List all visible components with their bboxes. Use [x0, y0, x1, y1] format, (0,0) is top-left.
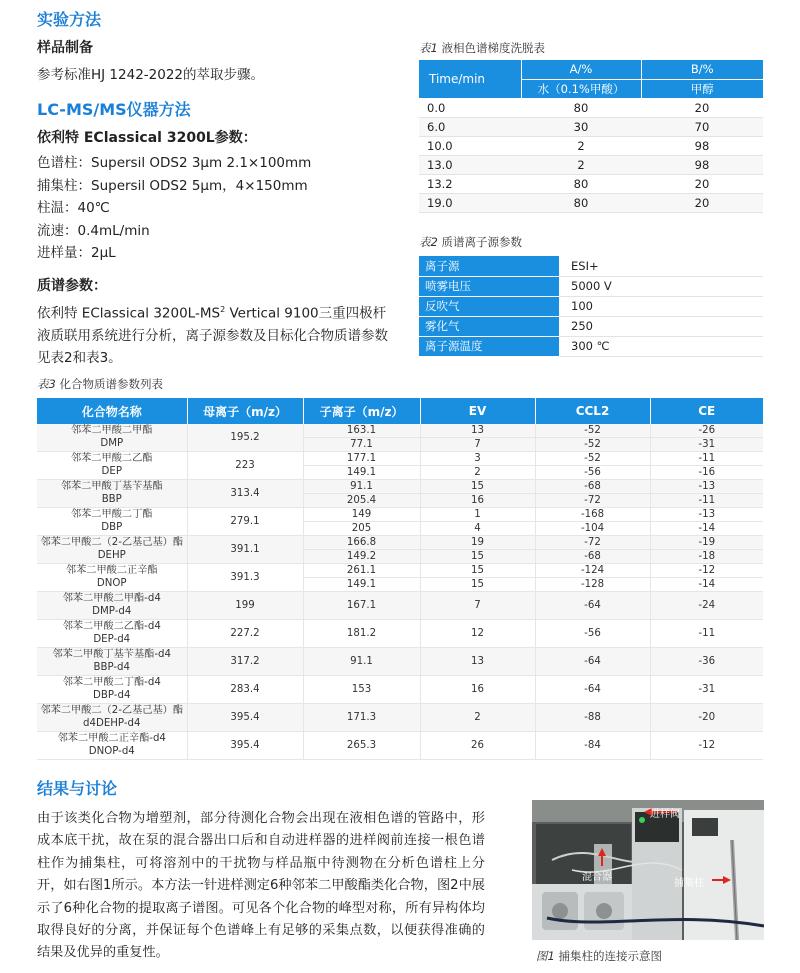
compound-abbr: d4DEHP-d4	[83, 717, 141, 729]
table3-caption: 表3 化合物质谱参数列表	[37, 377, 163, 391]
compound-row	[37, 592, 763, 620]
ccl2-cell: -56	[535, 620, 650, 648]
instrument-params-list	[37, 152, 311, 265]
compound-name-cell	[37, 704, 187, 732]
param-temperature: 柱温：40℃	[37, 200, 110, 216]
ccl2-cell: -56	[535, 466, 650, 480]
ce-cell: -13	[650, 480, 763, 494]
parent-ion-cell: 391.1	[187, 536, 303, 564]
ev-cell: 3	[420, 452, 535, 466]
parent-ion-cell: 395.4	[187, 704, 303, 732]
compound-abbr: DEP	[101, 465, 122, 477]
param-value-cell: 250	[559, 316, 763, 336]
time-cell: 13.2	[419, 174, 521, 193]
table2-caption: 表2 质谱离子源参数	[419, 235, 522, 249]
ev-cell: 2	[420, 466, 535, 480]
compound-name-cell	[37, 592, 187, 620]
time-cell: 0.0	[419, 98, 521, 117]
ccl2-cell: -128	[535, 578, 650, 592]
a-percent-cell: 30	[521, 117, 641, 136]
compound-abbr: DBP-d4	[93, 689, 131, 701]
th-compound: 化合物名称	[37, 398, 187, 424]
ev-cell: 15	[420, 550, 535, 564]
product-ion-cell: 77.1	[303, 437, 420, 451]
ce-cell: -31	[650, 437, 763, 451]
compound-name-cn: 邻苯二甲酸二正辛酯	[65, 565, 158, 576]
param-name-cell: 离子源	[419, 256, 559, 276]
ce-cell: -20	[650, 704, 763, 732]
compound-abbr: DMP	[100, 437, 124, 449]
a-percent-cell: 80	[521, 174, 641, 193]
compound-name-cell	[37, 676, 187, 704]
instrument-illustration	[532, 800, 764, 940]
b-percent-cell: 70	[641, 117, 763, 136]
ce-cell: -26	[650, 424, 763, 437]
compound-name-cell	[37, 508, 187, 536]
ion-source-row	[419, 296, 763, 316]
product-ion-cell: 149	[303, 508, 420, 522]
ev-cell: 7	[420, 437, 535, 451]
parent-ion-cell: 283.4	[187, 676, 303, 704]
a-percent-cell: 80	[521, 98, 641, 117]
ev-cell: 15	[420, 578, 535, 592]
parent-ion-cell: 199	[187, 592, 303, 620]
compound-abbr: DEP-d4	[93, 633, 131, 645]
compound-name-cell	[37, 648, 187, 676]
compound-row	[37, 648, 763, 676]
ev-cell: 13	[420, 648, 535, 676]
ce-cell: -12	[650, 732, 763, 760]
results-heading: 结果与讨论	[37, 779, 118, 798]
ccl2-cell: -52	[535, 437, 650, 451]
compound-row	[37, 732, 763, 760]
product-ion-cell: 205.4	[303, 494, 420, 508]
ccl2-cell: -124	[535, 564, 650, 578]
ccl2-cell: -104	[535, 522, 650, 536]
ce-cell: -13	[650, 508, 763, 522]
table1-caption: 表1 液相色谱梯度洗脱表	[419, 41, 545, 55]
parent-ion-cell: 195.2	[187, 424, 303, 452]
gradient-row	[419, 117, 763, 136]
compound-row	[37, 480, 763, 494]
trap-column-photo	[532, 800, 764, 940]
parent-ion-cell: 227.2	[187, 620, 303, 648]
compound-row	[37, 452, 763, 466]
ce-cell: -24	[650, 592, 763, 620]
product-ion-cell: 166.8	[303, 536, 420, 550]
ion-source-table	[419, 256, 763, 357]
results-text: 由于该类化合物为增塑剂，部分待测化合物会出现在液相色谱的管路中，形成本底干扰，故在泵的混合器出口后和自动进样器的进样阀前连接一根色谱柱作为捕集柱，可将溶剂中的干扰物与样品瓶中待测物在分析色谱柱上分开，如右图1所示。本方法一针进样测定6种邻苯二甲酸酯类化合物，图2中展示了6种化合物的提取离子谱图。可见各个化合物的峰型对称，所有异构体均取得良好的分离，并保证每个色谱峰上有足够的采集点数，以便获得准确的结果及优异的重复性。	[37, 811, 485, 961]
th-a: A/%	[521, 60, 641, 79]
ev-cell: 19	[420, 536, 535, 550]
compound-row	[37, 564, 763, 578]
param-value-cell: ESI+	[559, 256, 763, 276]
compound-name-cell	[37, 564, 187, 592]
ccl2-cell: -64	[535, 676, 650, 704]
ce-cell: -12	[650, 564, 763, 578]
compound-name-cn: 邻苯二甲酸丁基苄基酯	[60, 481, 163, 492]
instrument-params-heading: 依利特 EClassical 3200L参数：	[37, 130, 257, 146]
compound-abbr: BBP	[101, 493, 122, 505]
ccl2-cell: -72	[535, 494, 650, 508]
parent-ion-cell: 223	[187, 452, 303, 480]
label-injection-valve: 进样阀	[650, 809, 680, 820]
b-percent-cell: 20	[641, 174, 763, 193]
ce-cell: -18	[650, 550, 763, 564]
param-name-cell: 喷雾电压	[419, 276, 559, 296]
ce-cell: -11	[650, 620, 763, 648]
ev-cell: 12	[420, 620, 535, 648]
compound-row	[37, 704, 763, 732]
compound-ms-table	[37, 398, 763, 760]
compound-abbr: DEHP	[97, 549, 126, 561]
gradient-row	[419, 193, 763, 212]
parent-ion-cell: 395.4	[187, 732, 303, 760]
ms-params-text: 依利特 EClassical $3200L-MS^2$ Vertical 9100三重四极杆液质联用系统进行分析，离子源参数及目标化合物质谱参数见表2和表3。	[37, 305, 388, 366]
compound-name-cell	[37, 480, 187, 508]
th-ev: EV	[420, 398, 535, 424]
b-percent-cell: 20	[641, 193, 763, 212]
b-percent-cell: 98	[641, 155, 763, 174]
compound-name-cn: 邻苯二甲酸二（2-乙基己基）酯	[40, 537, 184, 548]
ev-cell: 1	[420, 508, 535, 522]
compound-name-cell	[37, 536, 187, 564]
product-ion-cell: 91.1	[303, 648, 420, 676]
compound-name-cn: 邻苯二甲酸二丁酯	[71, 509, 153, 520]
ccl2-cell: -68	[535, 550, 650, 564]
compound-row	[37, 508, 763, 522]
compound-row	[37, 536, 763, 550]
ce-cell: -16	[650, 466, 763, 480]
compound-name-cell	[37, 452, 187, 480]
param-name-cell: 雾化气	[419, 316, 559, 336]
ce-cell: -31	[650, 676, 763, 704]
a-percent-cell: 80	[521, 193, 641, 212]
compound-name-cell	[37, 732, 187, 760]
compound-name-cn: 邻苯二甲酸二甲酯	[71, 425, 153, 436]
label-mixer: 混合器	[582, 872, 612, 883]
ev-cell: 7	[420, 592, 535, 620]
ce-cell: -14	[650, 578, 763, 592]
compound-abbr: DNOP-d4	[88, 745, 135, 757]
gradient-row	[419, 98, 763, 117]
param-value-cell: 100	[559, 296, 763, 316]
ion-source-row	[419, 276, 763, 296]
ion-source-row	[419, 316, 763, 336]
ev-cell: 4	[420, 522, 535, 536]
sample-prep-text: 参考标准HJ 1242-2022的萃取步骤。	[37, 67, 265, 83]
compound-name-cn: 邻苯二甲酸二丁酯-d4	[62, 677, 161, 688]
ce-cell: -36	[650, 648, 763, 676]
product-ion-cell: 265.3	[303, 732, 420, 760]
ion-source-row	[419, 336, 763, 356]
compound-name-cn: 邻苯二甲酸二甲酯-d4	[62, 593, 161, 604]
gradient-row	[419, 136, 763, 155]
b-percent-cell: 20	[641, 98, 763, 117]
product-ion-cell: 153	[303, 676, 420, 704]
lcms-heading: LC-MS/MS仪器方法	[37, 100, 191, 119]
time-cell: 6.0	[419, 117, 521, 136]
param-column: 色谱柱：Supersil ODS2 3μm 2.1×100mm	[37, 155, 312, 171]
th-b: B/%	[641, 60, 763, 79]
product-ion-cell: 91.1	[303, 480, 420, 494]
ccl2-cell: -168	[535, 508, 650, 522]
compound-name-cn: 邻苯二甲酸二乙酯	[71, 453, 153, 464]
param-value-cell: 5000 V	[559, 276, 763, 296]
compound-name-cn: 邻苯二甲酸二乙酯-d4	[62, 621, 161, 632]
ccl2-cell: -64	[535, 592, 650, 620]
time-cell: 13.0	[419, 155, 521, 174]
gradient-row	[419, 155, 763, 174]
product-ion-cell: 261.1	[303, 564, 420, 578]
th-parent-ion: 母离子（m/z）	[187, 398, 303, 424]
compound-name-cn: 邻苯二甲酸丁基苄基酯-d4	[52, 649, 171, 660]
ms-params-heading: 质谱参数：	[37, 278, 107, 294]
th-product-ion: 子离子（m/z）	[303, 398, 420, 424]
compound-row	[37, 620, 763, 648]
param-value-cell: 300 ℃	[559, 336, 763, 356]
compound-name-cell	[37, 424, 187, 452]
ev-cell: 26	[420, 732, 535, 760]
ccl2-cell: -88	[535, 704, 650, 732]
param-name-cell: 反吹气	[419, 296, 559, 316]
compound-abbr: DNOP	[96, 577, 127, 589]
th-b-sub: 甲醇	[641, 79, 763, 98]
methods-heading: 实验方法	[37, 10, 102, 29]
time-cell: 19.0	[419, 193, 521, 212]
th-time: Time/min	[419, 60, 521, 98]
param-trap-column: 捕集柱：Supersil ODS2 5μm，4×150mm	[37, 177, 308, 194]
label-trap-column: 捕集柱	[674, 878, 704, 889]
ccl2-cell: -72	[535, 536, 650, 550]
gradient-row	[419, 174, 763, 193]
b-percent-cell: 98	[641, 136, 763, 155]
th-a-sub: 水（0.1%甲酸）	[521, 79, 641, 98]
compound-row	[37, 424, 763, 437]
compound-abbr: DMP-d4	[92, 605, 132, 617]
product-ion-cell: 167.1	[303, 592, 420, 620]
parent-ion-cell: 391.3	[187, 564, 303, 592]
time-cell: 10.0	[419, 136, 521, 155]
gradient-table	[419, 60, 763, 213]
ccl2-cell: -64	[535, 648, 650, 676]
param-name-cell: 离子源温度	[419, 336, 559, 356]
th-ce: CE	[650, 398, 763, 424]
ev-cell: 15	[420, 564, 535, 578]
ev-cell: 16	[420, 676, 535, 704]
product-ion-cell: 163.1	[303, 424, 420, 437]
th-ccl2: CCL2	[535, 398, 650, 424]
compound-name-cn: 邻苯二甲酸二正辛酯-d4	[57, 733, 166, 744]
a-percent-cell: 2	[521, 155, 641, 174]
parent-ion-cell: 313.4	[187, 480, 303, 508]
ce-cell: -11	[650, 452, 763, 466]
figure1-caption: 图1 捕集柱的连接示意图	[536, 949, 662, 963]
product-ion-cell: 149.1	[303, 578, 420, 592]
ce-cell: -19	[650, 536, 763, 550]
compound-row	[37, 676, 763, 704]
product-ion-cell: 149.2	[303, 550, 420, 564]
parent-ion-cell: 317.2	[187, 648, 303, 676]
product-ion-cell: 177.1	[303, 452, 420, 466]
ev-cell: 15	[420, 480, 535, 494]
ev-cell: 2	[420, 704, 535, 732]
product-ion-cell: 149.1	[303, 466, 420, 480]
ev-cell: 13	[420, 424, 535, 437]
param-flow-rate: 流速：0.4mL/min	[37, 222, 150, 239]
compound-abbr: DBP	[101, 521, 123, 533]
ce-cell: -11	[650, 494, 763, 508]
ccl2-cell: -84	[535, 732, 650, 760]
ccl2-cell: -52	[535, 452, 650, 466]
product-ion-cell: 181.2	[303, 620, 420, 648]
compound-name-cell	[37, 620, 187, 648]
ccl2-cell: -52	[535, 424, 650, 437]
ccl2-cell: -68	[535, 480, 650, 494]
compound-name-cn: 邻苯二甲酸二（2-乙基己基）酯	[40, 705, 184, 716]
compound-abbr: BBP-d4	[93, 661, 131, 673]
parent-ion-cell: 279.1	[187, 508, 303, 536]
sample-prep-heading: 样品制备	[37, 40, 93, 56]
product-ion-cell: 205	[303, 522, 420, 536]
ion-source-row	[419, 256, 763, 276]
a-percent-cell: 2	[521, 136, 641, 155]
product-ion-cell: 171.3	[303, 704, 420, 732]
param-injection-volume: 进样量：2μL	[37, 245, 116, 261]
ce-cell: -14	[650, 522, 763, 536]
ev-cell: 16	[420, 494, 535, 508]
